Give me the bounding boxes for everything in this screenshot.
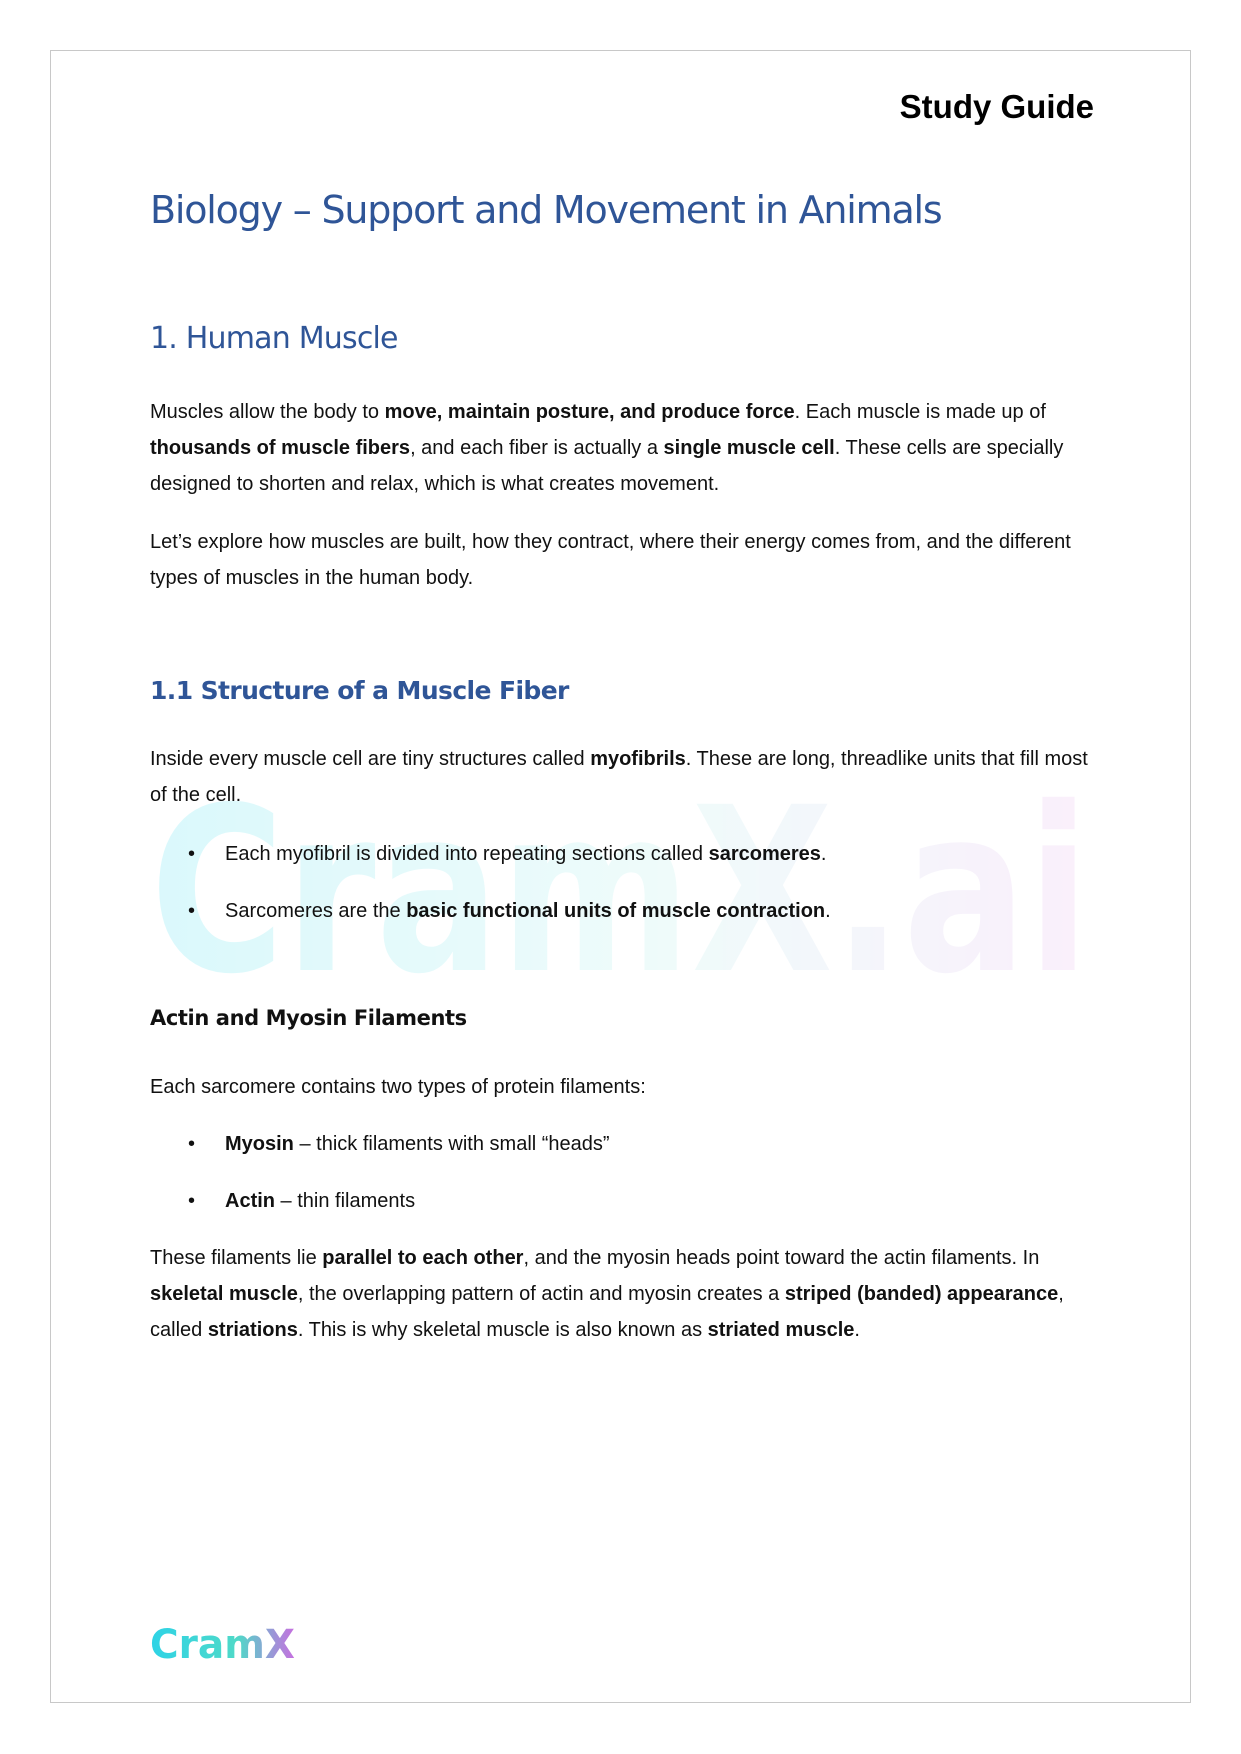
paragraph-explore: Let’s explore how muscles are built, how they contract, where their energy comes from, and the different types of muscles in the human body. [150,531,1071,589]
bullet-icon: • [188,1190,196,1212]
list-item-text [225,1183,415,1219]
text-run: . [854,1319,860,1341]
bullet-icon: • [188,900,196,922]
bold-text: basic functional units of muscle contraction [406,900,826,922]
section-heading-muscle-fiber: 1.1 Structure of a Muscle Fiber [150,676,569,705]
svg-text:CramX.ai: CramX.ai [150,770,1090,1000]
bold-text: myofibrils [590,748,686,770]
text-run: . This is why skeletal muscle is also known as [297,1319,708,1341]
text-run: , and each fiber is actually a [410,437,664,459]
bold-text: striped (banded) appearance [784,1283,1059,1305]
bullet-icon: • [188,843,196,865]
text-run: These filaments lie [150,1247,323,1269]
bold-text: parallel to each other [322,1247,524,1269]
text-run: . Each muscle is made up of [794,401,1046,423]
bold-text: striated muscle [707,1319,855,1341]
bold-text: Actin [225,1190,275,1212]
study-guide-label: Study Guide [899,88,1094,125]
paragraph-muscles-intro [150,394,1090,502]
bold-text: skeletal muscle [150,1283,298,1305]
bold-text: move, maintain posture, and produce force [384,401,795,423]
list-item-text [225,836,826,872]
bullet-icon: • [188,1133,196,1155]
bold-text: Myosin [225,1133,294,1155]
bold-text: sarcomeres [708,843,821,865]
bold-text: single muscle cell [663,437,835,459]
section-heading-human-muscle: 1. Human Muscle [150,321,398,356]
text-run: Inside every muscle cell are tiny structures called [150,748,591,770]
list-item-text [225,893,831,929]
text-run: Muscles allow the body to [150,401,385,423]
subheading-actin-myosin: Actin and Myosin Filaments [150,1006,467,1030]
bold-text: striations [207,1319,298,1341]
text-run: , and the myosin heads point toward the actin filaments. In [523,1247,1040,1269]
paragraph-striations [150,1240,1090,1348]
text-run: . These cells are specially designed to shorten and relax, which is what creates movement. [150,437,1064,495]
text-run: . These are long, threadlike units that fill most of the cell. [150,748,1088,806]
text-run: . [820,843,827,865]
bold-text: thousands of muscle fibers [150,437,411,459]
text-run: Each myofibril is divided into repeating sections called [225,843,709,865]
text-run: . [825,900,831,922]
text-run: , the overlapping pattern of actin and myosin creates a [297,1283,785,1305]
paragraph-myofibrils [150,741,1090,813]
paragraph-filaments-intro: Each sarcomere contains two types of protein filaments: [150,1076,646,1098]
list-item-text [225,1126,610,1162]
text-run: – thin filaments [275,1190,416,1212]
document-title: Biology – Support and Movement in Animals [150,188,942,232]
cramx-logo [150,1618,300,1668]
text-run: Sarcomeres are the [225,900,407,922]
svg-text:CramX: CramX [150,1622,296,1668]
text-run: – thick filaments with small “heads” [293,1133,610,1155]
text-run: , called [150,1283,1064,1341]
